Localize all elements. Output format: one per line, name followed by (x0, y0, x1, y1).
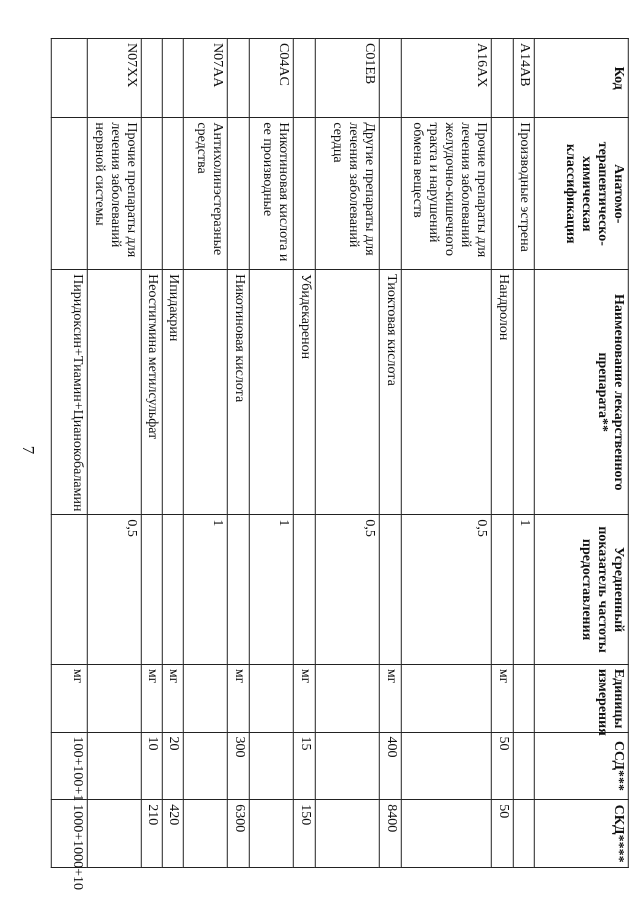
cell-ssd: 20 (162, 732, 183, 800)
cell-skd: 1000+1000+10 (52, 800, 88, 868)
table-row (513, 39, 534, 868)
cell-frequency: 0,5 (401, 515, 491, 664)
header-frequency: Усредненный показатель частоты предоставления (534, 515, 628, 664)
cell-drug-name (401, 270, 491, 515)
cell-skd (183, 800, 227, 868)
cell-skd: 50 (491, 800, 513, 868)
table-row (379, 39, 401, 868)
cell-code: C04AC (249, 39, 293, 118)
cell-ssd: 15 (293, 732, 315, 800)
cell-ssd (315, 732, 379, 800)
cell-skd (513, 800, 534, 868)
table-row (141, 39, 162, 868)
table-row (315, 39, 379, 868)
cell-skd: 150 (293, 800, 315, 868)
cell-code: C01EB (315, 39, 379, 118)
cell-units (513, 664, 534, 732)
cell-drug-name: Тиоктовая кислота (379, 270, 401, 515)
table-row (88, 39, 141, 868)
table-row (491, 39, 513, 868)
cell-ssd (183, 732, 227, 800)
cell-units: мг (227, 664, 249, 732)
table-row (227, 39, 249, 868)
cell-drug-name (249, 270, 293, 515)
cell-drug-name (513, 270, 534, 515)
cell-units (183, 664, 227, 732)
cell-ssd: 50 (491, 732, 513, 800)
cell-atc-classification (141, 118, 162, 270)
cell-code: A14AB (513, 39, 534, 118)
cell-skd: 420 (162, 800, 183, 868)
cell-frequency: 1 (513, 515, 534, 664)
drug-table (51, 38, 629, 891)
cell-ssd (401, 732, 491, 800)
cell-skd (315, 800, 379, 868)
cell-drug-name: Нандролон (491, 270, 513, 515)
cell-skd (88, 800, 141, 868)
cell-drug-name: Убидекаренон (293, 270, 315, 515)
cell-atc-classification: Другие препараты для лечения заболеваний сердца (315, 118, 379, 270)
cell-atc-classification: Никотиновая кислота и ее производные (249, 118, 293, 270)
cell-frequency: 1 (249, 515, 293, 664)
cell-units: мг (379, 664, 401, 732)
cell-atc-classification (52, 118, 88, 270)
cell-atc-classification: Прочие препараты для лечения заболеваний нервной системы (88, 118, 141, 270)
cell-code (293, 39, 315, 118)
cell-ssd (513, 732, 534, 800)
cell-atc-classification: Производные эстрена (513, 118, 534, 270)
cell-drug-name: Пиридоксин+Тиамин+Цианокобаламин (52, 270, 88, 515)
cell-units (249, 664, 293, 732)
table-row (249, 39, 293, 868)
header-atc-classification: Анатомо-терапевтическо-химическая классификация (534, 118, 628, 270)
cell-frequency: 1 (183, 515, 227, 664)
cell-code (52, 39, 88, 118)
cell-ssd (88, 732, 141, 800)
cell-ssd: 300 (227, 732, 249, 800)
cell-drug-name: Ипидакрин (162, 270, 183, 515)
cell-skd (401, 800, 491, 868)
cell-code (227, 39, 249, 118)
cell-units: мг (141, 664, 162, 732)
cell-atc-classification (293, 118, 315, 270)
cell-ssd: 400 (379, 732, 401, 800)
table-row (162, 39, 183, 868)
table-container (70, 38, 626, 891)
cell-units (88, 664, 141, 732)
header-skd: СКД**** (534, 800, 628, 868)
cell-code (162, 39, 183, 118)
cell-atc-classification (227, 118, 249, 270)
table-row (183, 39, 227, 868)
cell-frequency (52, 515, 88, 664)
header-ssd: ССД*** (534, 732, 628, 800)
table-body (52, 39, 535, 891)
cell-skd: 6300 (227, 800, 249, 868)
cell-drug-name (183, 270, 227, 515)
cell-atc-classification (491, 118, 513, 270)
cell-units: мг (293, 664, 315, 732)
cell-skd (249, 800, 293, 868)
cell-code: N07XX (88, 39, 141, 118)
cell-drug-name (88, 270, 141, 515)
page-number: 7 (19, 445, 38, 455)
cell-frequency: 0,5 (315, 515, 379, 664)
cell-frequency: 0,5 (88, 515, 141, 664)
cell-frequency (227, 515, 249, 664)
cell-frequency (491, 515, 513, 664)
cell-units (315, 664, 379, 732)
cell-ssd: 100+100+1 (52, 732, 88, 800)
cell-units: мг (52, 664, 88, 732)
cell-drug-name (315, 270, 379, 515)
header-drug-name: Наименование лекарственного препарата** (534, 270, 628, 515)
cell-units: мг (491, 664, 513, 732)
header-units: Единицы измерения (534, 664, 628, 732)
cell-code (141, 39, 162, 118)
cell-drug-name: Неостигмина метилсульфат (141, 270, 162, 515)
cell-code: N07AA (183, 39, 227, 118)
cell-code (491, 39, 513, 118)
cell-atc-classification (162, 118, 183, 270)
cell-skd: 210 (141, 800, 162, 868)
cell-ssd (249, 732, 293, 800)
cell-code (379, 39, 401, 118)
cell-drug-name: Никотиновая кислота (227, 270, 249, 515)
cell-frequency (293, 515, 315, 664)
cell-code: A16AX (401, 39, 491, 118)
cell-frequency (162, 515, 183, 664)
cell-skd: 8400 (379, 800, 401, 868)
cell-units: мг (162, 664, 183, 732)
table-row (401, 39, 491, 868)
cell-units (401, 664, 491, 732)
header-code: Код (534, 39, 628, 118)
cell-atc-classification: Прочие препараты для лечения заболеваний желудочно-кишечного тракта и нарушений обмена веществ (401, 118, 491, 270)
cell-atc-classification (379, 118, 401, 270)
cell-ssd: 10 (141, 732, 162, 800)
cell-frequency (141, 515, 162, 664)
table-row (52, 39, 88, 868)
cell-atc-classification: Антихолинэстеразные средства (183, 118, 227, 270)
table-header (534, 39, 628, 868)
cell-frequency (379, 515, 401, 664)
header-row (534, 39, 628, 868)
table-row (293, 39, 315, 868)
